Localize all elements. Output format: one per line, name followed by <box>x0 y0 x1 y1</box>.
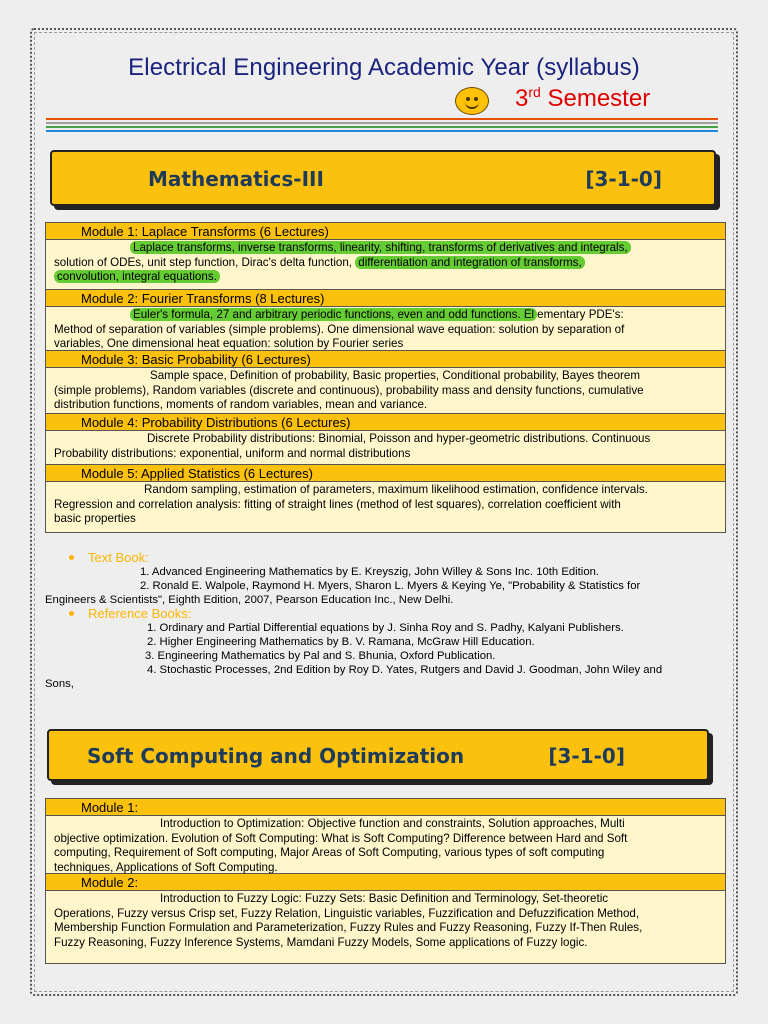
module-heading: Module 2: <box>46 874 725 891</box>
module-body: Sample space, Definition of probability, Basic properties, Conditional probability, Bayes theorem (simple problems), Random variables (discrete and continuous), probability mass and density functions, cumulative distribution functions, moments of random variables, mean and variance. <box>46 368 725 414</box>
module-body: Introduction to Fuzzy Logic: Fuzzy Sets: Basic Definition and Terminology, Set-theoretic Operations, Fuzzy versus Crisp set, Fuzzy Relation, Linguistic variables, Fuzzification and Defuzzification Method, Membership Function Formulation and Parameterization, Fuzzy Rules and Fuzzy Reasoning, Fuzzy If-Then Rules, Fuzzy Reasoning, Fuzzy Inference Systems, Mamdani Fuzzy Models, Some applications of Fuzzy logic. <box>54 892 643 949</box>
header-stripes <box>46 118 718 134</box>
semester-label: 3rd Semester <box>515 84 651 112</box>
page-title: Electrical Engineering Academic Year (syllabus) <box>128 54 640 81</box>
module-heading: Module 2: Fourier Transforms (8 Lectures) <box>46 290 725 307</box>
subject-name: Mathematics-III <box>148 167 324 191</box>
book-item: 2. Higher Engineering Mathematics by B. V. Ramana, McGraw Hill Education. <box>147 636 535 648</box>
subject-banner-mathematics <box>50 150 716 206</box>
smiley-icon <box>455 87 489 115</box>
module-heading: Module 1: <box>46 799 725 816</box>
book-item: 3. Engineering Mathematics by Pal and S. Bhunia, Oxford Publication. <box>145 650 496 662</box>
subject-name: Soft Computing and Optimization <box>87 744 465 768</box>
bullet-icon <box>69 555 74 560</box>
subject-credit: [3-1-0] <box>585 167 662 191</box>
book-item: 1. Ordinary and Partial Differential equations by J. Sinha Roy and S. Padhy, Kalyani Publishers. <box>147 622 624 634</box>
module-heading: Module 3: Basic Probability (6 Lectures) <box>46 351 725 368</box>
book-item: 2. Ronald E. Walpole, Raymond H. Myers, Sharon L. Myers & Keying Ye, "Probability & Statistics for <box>140 580 641 592</box>
module-heading: Module 1: Laplace Transforms (6 Lectures) <box>46 223 725 240</box>
book-item: 1. Advanced Engineering Mathematics by E. Kreyszig, John Willey & Sons Inc. 10th Edition. <box>140 566 600 578</box>
book-item: Engineers & Scientists", Eighth Edition, 2007, Pearson Education Inc., New Delhi. <box>45 594 454 606</box>
module-body: Random sampling, estimation of parameters, maximum likelihood estimation, confidence intervals. Regression and correlation analysis: fitting of straight lines (method of lest squares), correlation coefficient with basic properties <box>54 483 648 525</box>
module-body: Euler's formula, 27 and arbitrary periodic functions, even and odd functions. El ementary PDE's: Method of separation of variables (simple problems). One dimensional wave equation: solution by separation of variables, One dimensional heat equation: solution by Fourier series <box>46 307 725 351</box>
reference-books-heading: Reference Books: <box>45 607 662 621</box>
bullet-icon <box>69 611 74 616</box>
module-body: Discrete Probability distributions: Binomial, Poisson and hyper-geometric distributions. Continuous Probability distributions: exponential, uniform and normal distributions <box>46 431 725 465</box>
module-table-soft-computing <box>45 798 726 964</box>
module-body: Laplace transforms, inverse transforms, linearity, shifting, transforms of derivatives and integrals, solution of ODEs, unit step function, Dirac's delta function, differentiation and integration of transforms, convolution, integral equations. <box>46 240 725 290</box>
module-heading: Module 4: Probability Distributions (6 Lectures) <box>46 414 725 431</box>
text-book-heading: Text Book: <box>45 551 662 565</box>
module-table-mathematics <box>45 222 726 533</box>
module-heading: Module 5: Applied Statistics (6 Lectures) <box>46 465 725 482</box>
books-section <box>45 551 662 691</box>
book-item: 4. Stochastic Processes, 2nd Edition by Roy D. Yates, Rutgers and David J. Goodman, John Wiley and <box>147 664 663 676</box>
subject-credit: [3-1-0] <box>548 744 625 768</box>
subject-banner-soft-computing <box>47 729 709 781</box>
book-item: Sons, <box>45 678 74 690</box>
module-body: Introduction to Optimization: Objective function and constraints, Solution approaches, Multi objective optimization. Evolution of Soft Computing: What is Soft Computing? Difference between Hard and Soft computing, Requirement of Soft computing, Major Areas of Soft Computing, various types of soft computing techniques, Applications of Soft Computing. <box>46 816 725 874</box>
